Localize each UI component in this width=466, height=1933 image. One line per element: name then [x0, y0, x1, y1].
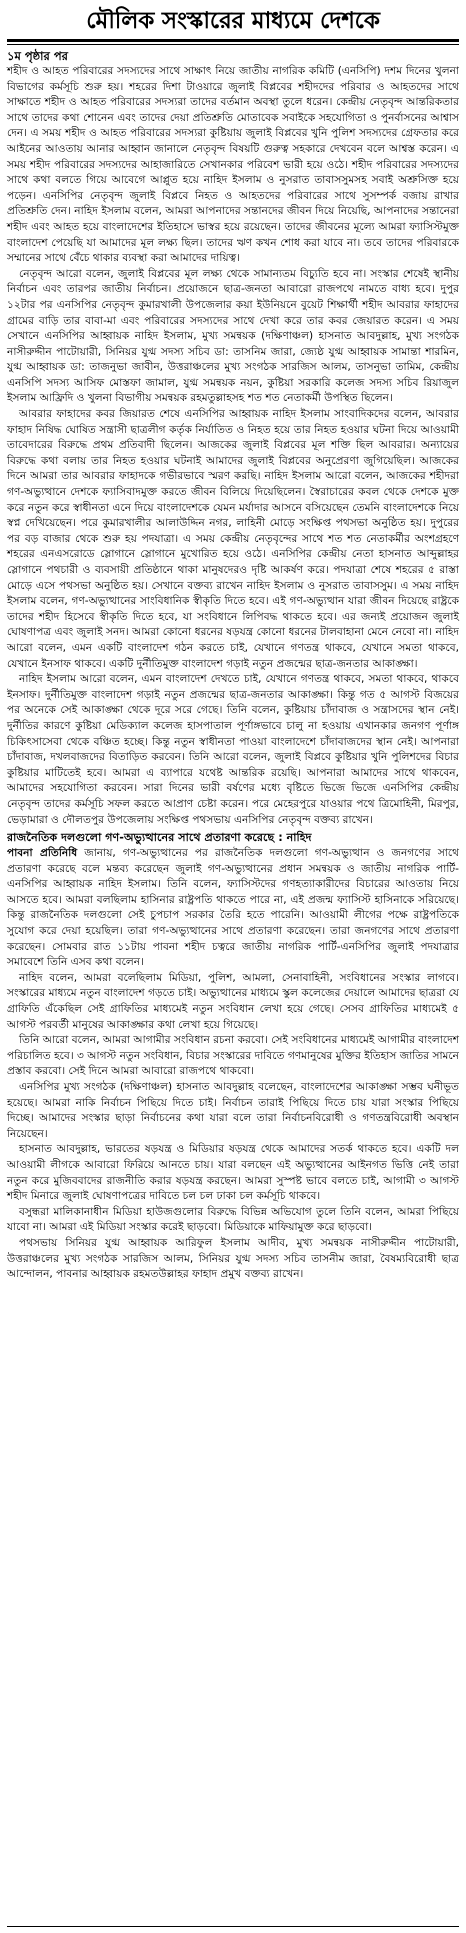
- paragraph: আবরার ফাহাদের কবর জিয়ারত শেষে এনসিপির আহ্বায়ক নাহিদ ইসলাম সাংবাদিকদের বলেন, আবরার ফাহাদ নিষিদ্ধ ঘোষিত সন্ত্রাসী ছাত্রলীগ কর্তৃক নির্যাতিত ও নিহত হয়ে তার নিহত হওয়ার ঘটনা দিয়ে আওয়ামী তাবেদারের বিরুদ্ধে প্রথম প্রতিবাদী ছিলেন। আজকের জুলাই বিপ্লবের মূল শক্তি ছিল আবরার। অন্যায়ের বিরুদ্ধে কথা বলায় তার নিহত হওয়ার ঘটনাই আমাদের জুলাই বিপ্লবের অনুপ্রেরণা জুগিয়েছিল। আজকের দিনে আমরা তার আবরার ফাহাদকে গভীরভাবে স্মরণ করছি। নাহিদ ইসলাম আরো বলেন, আজকের শহীদরা গণ-অভ্যুত্থানে দেশকে ফ্যাসিবাদমুক্ত করতে জীবন বিলিয়ে দিয়েছিলেন। স্বৈরাচারের কবল থেকে দেশকে মুক্ত করে নতুন করে স্বাধীনতা এনে দিয়ে বাংলাদেশকে যেমন মর্যাদার আসনে বসিয়েছেন তেমনি বাংলাদেশকে নিয়ে স্বপ্ন দেখিয়েছেন। পরে কুমারখালীর আলাউদ্দিন নগর, লাহিনী মোড়ে সংক্ষিপ্ত পথসভা অনুষ্ঠিত হয়। দুপুরের পর বড় বাজার থেকে শুরু হয় পদযাত্রা। এ সময় কেন্দ্রীয় নেতৃবৃন্দের সাথে শত শত নেতাকর্মীর অংশগ্রহণে শহরের এনএসরোডে স্লোগানে স্লোগানে মুখোরিত হয়ে ওঠে। এনসিপির কেন্দ্রীয় নেতা হাসনাত আব্দুল্লাহর স্লোগানে পথচারী ও ব্যবসায়ী প্রতিষ্ঠানে থাকা মানুষদেরও দৃষ্টি আকর্ষণ করে। পদযাত্রা শেষে শহরের ৫ রাস্তা মোড়ে এসে পথসভা অনুষ্ঠিত হয়। সেখানে বক্তব্য রাখেন নাহিদ ইসলাম ও নুসরাত তাবাসসুম। এ সময় নাহিদ ইসলাম বলেন, গণ-অভ্যুত্থানের সাংবিধানিক স্বীকৃতি দিতে হবে। এই গণ-অভ্যুত্থান যারা জীবন দিয়েছে রাষ্ট্রকে তাদের শহীদ হিসেবে স্বীকৃতি দিতে হবে, যা সংবিধানে লিপিবদ্ধ থাকতে হবে। এর জন্যই প্রয়োজন জুলাই ঘোষণাপত্র এবং জুলাই সনদ। আমরা কোনো ধরনের ষড়যন্ত্র কোনো ধরনের টালবাহানা মেনে নেবো না। নাহিদ আরো বলেন, এমন একটি বাংলাদেশ গঠন করতে চাই, যেখানে গণতন্ত্র থাকবে, যেখানে সমতা থাকবে, যেখানে ইনসাফ থাকবে। একটি দুর্নীতিমুক্ত বাংলাদেশ গড়াই নতুন প্রজন্মের ছাত্র-জনতার আকাঙ্ক্ষা।: [7, 408, 459, 670]
- subheading: রাজনৈতিক দলগুলো গণ-অভ্যুত্থানের সাথে প্রতারণা করেছে : নাহিদ: [7, 831, 312, 845]
- paragraph: নাহিদ ইসলাম আরো বলেন, এমন বাংলাদেশ দেখতে চাই, যেখানে গণতন্ত্র থাকবে, সমতা থাকবে, থাকবে ইনসাফ। দুর্নীতিমুক্ত বাংলাদেশ গড়াই নতুন প্রজন্মের ছাত্র-জনতার আকাঙ্ক্ষা। কিন্তু গত ৫ আগস্ট বিজয়ের পর অনেকে সেই আকাঙ্ক্ষা থেকে দূরে সরে গেছে। তিনি বলেন, কুষ্টিয়ায় চাঁদাবাজ ও সন্ত্রাসদের স্থান নেই। দুর্নীতির কারণে কুষ্টিয়া মেডিক্যাল কলেজ হাসপাতাল পূর্ণাঙ্গভাবে চালু না হওয়ায় এখানকার জনগণ পূর্ণাঙ্গ চিকিৎসাসেবা থেকে বঞ্চিত হচ্ছে। কিন্তু নতুন স্বাধীনতা পাওয়া বাংলাদেশে চাঁদাবাজদের স্থান নেই। আপনারা চাঁদাবাজ, দখলবাজদের বিতাড়িত করবেন। তিনি আরো বলেন, জুলাই বিপ্লবে কুষ্টিয়ার খুনি পুলিশদের বিচার কুষ্টিয়ার মাটিতেই হবে। আমরা এ ব্যাপারে যথেষ্ট আন্তরিক রয়েছি। আপনারা আমাদের সাথে থাকবেন, আমাদের সহযোগিতা করবেন। সারা দিনের ভারী বর্ষণের মধ্যে বৃষ্টিতে ভিজে ভিজে এনসিপির কেন্দ্রীয় নেতৃবৃন্দ তাদের কর্মসূচি সফল করতে আপ্রাণ চেষ্টা করেন। পরে মেহেরপুরে যাওয়ার পথে ত্রিমোহিনী, মিরপুর, ভেড়ামারা ও দৌলতপুর উপজেলায় সংক্ষিপ্ত পথসভায় এনসিপির নেতৃবৃন্দ বক্তব্য রাখেন।: [7, 673, 460, 826]
- headline-rule: [7, 39, 459, 42]
- paragraph: নেতৃবৃন্দ আরো বলেন, জুলাই বিপ্লবের মূল লক্ষ্য থেকে সামান্যতম বিচ্যুতি হবে না। সংস্কার শেষেই স্থানীয় নির্বাচন এবং তারপর জাতীয় নির্বাচন। প্রয়োজনে ছাত্র-জনতা আবারো রাজপথে নামতে বাধ্য হবে। দুপুর ১২টার পর এনসিপির নেতৃবৃন্দ কুমারখালী উপজেলার কয়া ইউনিয়নে বুয়েট শিক্ষার্থী শহীদ আবরার ফাহাদের গ্রামের বাড়ি তার বাবা-মা এবং পরিবারের সদস্যদের সাথে দেখা করে তার কবর জেয়ারত করেন। এ সময় সেখানে এনসিপির আহ্বায়ক নাহিদ ইসলাম, মুখ্য সমন্বয়ক (দক্ষিণাঞ্চল) হাসনাত আবদুল্লাহ, মুখ্য সংগঠক নাসীরুদ্দীন পাটোয়ারী, সিনিয়র যুগ্ম সদস্য সচিব ডা: তাসনিম জারা, জ্যেষ্ঠ যুগ্ম আহ্বায়ক সামান্তা শারমিন, যুগ্ম আহ্বায়ক ডা: তাজনুভা জাবীন, উত্তরাঞ্চলের মুখ্য সংগঠক সারজিস আলম, তাসনুভা তামিম, কেন্দ্রীয় এনসিপি সদস্য আসিফ মোস্তফা জামাল, যুগ্ম সমন্বয়ক নয়ন, কুষ্টিয়া সরকারি কলেজ সদস্য সচিব রিয়াজুল ইসলাম আফ্রিদি ও খুলনা বিভাগীয় সমন্বয়ক রহমতুল্লাহসহ শত শত নেতাকর্মী উপস্থিত ছিলেন।: [7, 267, 459, 405]
- headline: মৌলিক সংস্কারের মাধ্যমে দেশকে: [86, 7, 380, 34]
- paragraph: নাহিদ বলেন, আমরা বলেছিলাম মিডিয়া, পুলিশ, আমলা, সেনাবাহিনী, সংবিধানের সংস্কার লাগবে। সংস্কারের মাধ্যমে নতুন বাংলাদেশ গড়তে চাই। অভ্যুত্থানের মাধ্যমে স্কুল কলেজের দেয়ালে আমাদের ছাত্ররা যে গ্রাফিতি এঁকেছিল সেই গ্রাফিতির মাধ্যমেই নতুন সংবিধান লেখা হয়ে গেছে। সেসব গ্রাফিতির মাধ্যমেই ৫ আগস্ট পরবর্তী মানুষের আকাঙ্ক্ষার কথা লেখা হয়ে গিয়েছে।: [7, 971, 459, 1031]
- paragraph: বসুন্ধরা মালিকানাধীন মিডিয়া হাউজগুলোর বিরুদ্ধে বিভিন্ন অভিযোগ তুলে তিনি বলেন, আমরা পিছিয়ে যাবো না। আমরা এই মিডিয়া সংস্কার করেই ছাড়বো। মিডিয়াকে মাফিয়ামুক্ত করে ছাড়বো।: [7, 1205, 459, 1234]
- paragraph: শহীদ ও আহত পরিবারের সদস্যদের সাথে সাক্ষাৎ নিয়ে জাতীয় নাগরিক কমিটি (এনসিপি) দশম দিনের খুলনা বিভাগের কর্মসূচি শুরু হয়। শহরের দিশা টাওয়ারে জুলাই বিপ্লবের শহীদদের পরিবার ও আহতদের সাথে সাক্ষাতে শহীদ ও আহত পরিবারের সদস্যরা তাদের বর্তমান অবস্থা তুলে ধরেন। কেন্দ্রীয় নেতৃবৃন্দ আন্তরিকতার সাথে তাদের কথা শোনেন এবং তাদের দেয়া প্রতিশ্রুতি মোতাবেক সবাইকে সহযোগিতা ও পুনর্বাসনের আশ্বাস দেন। এ সময় শহীদ ও আহত পরিবারের সদস্যরা কুষ্টিয়ায় জুলাই বিপ্লবের খুনি পুলিশ সদস্যদের গ্রেফতার করে আইনের আওতায় আনার আহ্বান জানালে নেতৃবৃন্দ বিষয়টি গুরুত্ব সহকারে দেখবেন বলে আশ্বস্ত করেন। এ সময় শহীদ পরিবারের সদস্যদের আহাজারিতে সেখানকার পরিবেশ ভারী হয়ে ওঠে। শহীদ পরিবারের সদস্যদের সাথে কথা বলতে গিয়ে আবেগে আপ্লুত হয়ে নাহিদ ইসলাম ও নুসরাত তাবাসসুমসহ সবাই অশ্রুসিক্ত হয়ে পড়েন। এনসিপির নেতৃবৃন্দ জুলাই বিপ্লবে নিহত ও আহতদের পরিবারের সাথে সুসম্পর্ক বজায় রাখার প্রতিশ্রুতি দেন। নাহিদ ইসলাম বলেন, আমরা আপনাদের সন্তানদের জীবন দিয়ে নিয়েছি, আপনাদের সন্তানেরা শহীদ এবং আহত হয়ে বাংলাদেশের ইতিহাসে ভাস্বর হয়ে রয়েছেন। তাদের জীবনের মূল্যে আমরা ফ্যাসিস্টমুক্ত বাংলাদেশ পেয়েছি যা আমাদের মূল লক্ষ্য ছিল। তাদের ঋণ কখন শোধ করা যাবে না। তবে তাদের পরিবারকে সম্মানের সাথে বেঁচে থাকার ব্যবস্থা করা আমাদের দায়িত্ব।: [7, 65, 459, 265]
- headline-rule-thin: [7, 44, 459, 45]
- paragraph: হাসনাত আবদুল্লাহ, ভারতের ষড়যন্ত্র ও মিডিয়ার ষড়যন্ত্র থেকে আমাদের সতর্ক থাকতে হবে। একটি দল আওয়ামী লীগকে আবারো ফিরিয়ে আনতে চায়। যারা বলছেন এই অভ্যুত্থানের আইনগত ভিত্তি নেই তারা নতুন করে মুজিববাদের রাজনীতি করার ষড়যন্ত্র করছেন। আমরা সুস্পষ্ট ভাবে বলতে চাই, আগামী ৩ আগস্ট শহীদ মিনারে জুলাই ঘোষণাপত্রের দাবিতে চল চল ঢাকা চল কর্মসূচি থাকবে।: [7, 1143, 459, 1203]
- paragraph: এনসিপির মুখ্য সংগঠক (দক্ষিণাঞ্চল) হাসনাত আবদুল্লাহ বলেছেন, বাংলাদেশের আকাঙ্ক্ষা সম্ভব ঘনীভূত হয়েছে। আমরা নাকি নির্বাচন পিছিয়ে দিতে চাই। নির্বাচন তারাই পিছিয়ে দিতে চায় যারা সংস্কার পিছিয়ে দিচ্ছে। আমাদের সংস্কার ছাড়া নির্বাচনের কথা যারা বলে তারা নির্বাচনবিরোধী ও গণতন্ত্রবিরোধী অবস্থান নিয়েছেন।: [7, 1081, 459, 1140]
- bottom-rule: [7, 1926, 459, 1927]
- article-body: [7, 48, 459, 1283]
- dateline: পাবনা প্রতিনিধি: [7, 847, 78, 860]
- paragraph: পথসভায় সিনিয়র যুগ্ম আহ্বায়ক আরিফুল ইসলাম আদীব, মুখ্য সমন্বয়ক নাসীরুদ্দীন পাটোয়ারী, উত্তরাঞ্চলের মুখ্য সংগঠক সারজিস আলম, সিনিয়র যুগ্ম সদস্য সচিব তাসনীম জারা, বৈষম্যবিরোধী ছাত্র আন্দোলন, পাবনার আহ্বায়ক রহমতউল্লাহর ফাহাদ প্রমুখ বক্তব্য রাখেন।: [7, 1236, 459, 1281]
- continuation-label: ১ম পৃষ্ঠার পর: [7, 49, 68, 63]
- paragraph: [7, 846, 459, 971]
- paragraph: তিনি আরো বলেন, আমরা আগামীর সংবিধান রচনা করবো। সেই সংবিধানের মাধ্যমেই আগামীর বাংলাদেশ পরিচালিত হবে। ৩ আগস্ট নতুন সংবিধান, বিচার সংস্কারের দাবিতে গণমানুষের মুক্তির ইতিহাস জাতির সামনে প্রস্তাব করবো। সেই দিনে আমরা আবারো রাজপথে থাকবো।: [7, 1034, 459, 1078]
- paragraph-text: জানায়, গণ-অভ্যুত্থানের পর রাজনৈতিক দলগুলো গণ-অভ্যুত্থান ও জনগণের সাথে প্রতারণা করেছে বলে মন্তব্য করেছেন জুলাই গণ-অভ্যুত্থানের প্রধান সমন্বয়ক ও জাতীয় নাগরিক পার্টি-এনসিপির আহ্বায়ক নাহিদ ইসলাম। তিনি বলেন, ফ্যাসিস্টদের গণহত্যাকারীদের বিচারের আওতায় নিয়ে আসতে হবে। আমরা বলছিলাম হাসিনার রাষ্ট্রপতি থাকতে পারে না, এই প্রজন্ম ফ্যাসিস্ট হাসিনাকে সরিয়েছে। কিন্তু রাজনৈতিক দলগুলো সেই চুপচাপ সরকার তৈরি হতে পারেনি। আওয়ামী লীগের পক্ষে রাষ্ট্রপতিকে সুযোগ করে দেয়া হয়েছিল। তারা গণ-অভ্যুত্থানের সাথে প্রতারণা করেছেন। তারা জনগণের সাথে প্রতারণা করেছেন। সোমবার রাত ১১টায় পাবনা শহীদ চত্বরে জাতীয় নাগরিক পার্টি-এনসিপির জুলাই পদযাত্রার সমাবেশে তিনি এসব কথা বলেন।: [7, 847, 460, 969]
